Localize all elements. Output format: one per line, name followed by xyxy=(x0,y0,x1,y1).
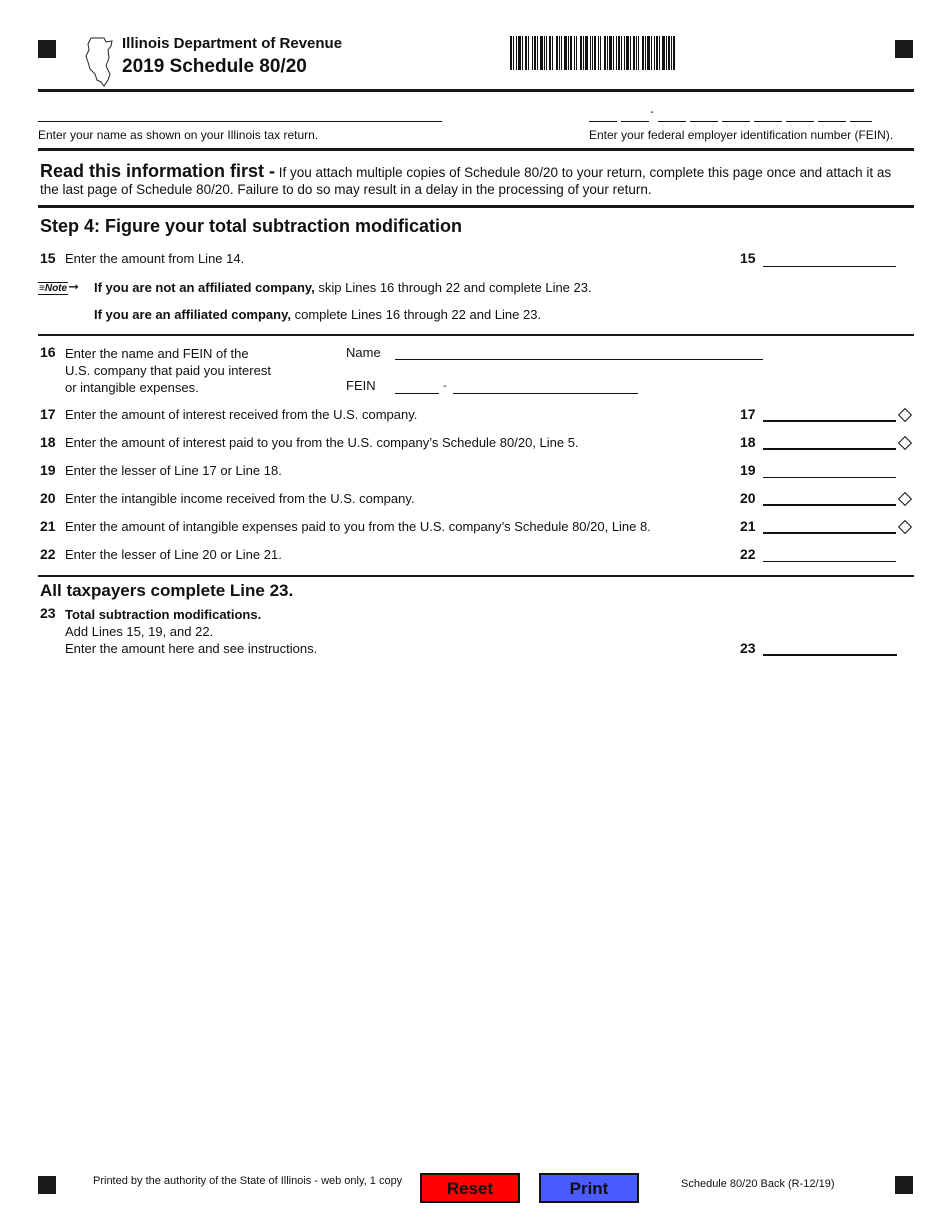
line-20-text: Enter the intangible income received from the U.S. company. xyxy=(65,491,415,506)
line-16-text: Enter the name and FEIN of the U.S. company that paid you interest or intangible expenses. xyxy=(65,346,271,395)
line-21-text: Enter the amount of intangible expenses paid to you from the U.S. company’s Schedule 80/20, Line 8. xyxy=(65,519,651,534)
illinois-outline-icon xyxy=(82,36,118,88)
line-15-box-number: 15 xyxy=(740,250,756,266)
line-23-amount-field[interactable] xyxy=(763,654,897,656)
corner-mark-top-right xyxy=(895,40,913,58)
corner-mark-bottom-left xyxy=(38,1176,56,1194)
notice-rule xyxy=(38,205,914,208)
line-17-text: Enter the amount of interest received from the U.S. company. xyxy=(65,407,418,422)
line-16-name-field[interactable] xyxy=(395,359,763,360)
line-15-text: Enter the amount from Line 14. xyxy=(65,251,245,266)
line-15-number: 15 xyxy=(40,250,56,266)
all-taxpayers-title: All taxpayers complete Line 23. xyxy=(40,581,294,600)
taxpayer-name-label: Enter your name as shown on your Illinois tax return. xyxy=(38,128,319,142)
note-icon: ≡Note➞ xyxy=(39,279,79,294)
step4-title: Step 4: Figure your total subtraction modification xyxy=(40,216,463,236)
line-19-amount-field[interactable] xyxy=(763,477,896,478)
line-23-number: 23 xyxy=(40,605,56,621)
reset-button[interactable]: Reset xyxy=(420,1173,520,1203)
notice-lead: Read this information first - xyxy=(40,161,276,181)
line-16-fein-dash: - xyxy=(443,380,447,392)
note-rule xyxy=(38,334,914,336)
corner-mark-top-left xyxy=(38,40,56,58)
step4-end-rule xyxy=(38,575,914,577)
line-19-box-number: 19 xyxy=(740,462,756,478)
line-18-diamond-icon xyxy=(898,436,912,450)
note-paragraph-1: If you are not an affiliated company, skip Lines 16 through 22 and complete Line 23. xyxy=(94,280,592,295)
agency-name: Illinois Department of Revenue xyxy=(122,35,343,52)
corner-mark-bottom-right xyxy=(895,1176,913,1194)
line-16-fein-label: FEIN xyxy=(346,378,376,393)
line-20-amount-field[interactable] xyxy=(763,504,896,506)
line-19-number: 19 xyxy=(40,462,56,478)
line-15-amount-field[interactable] xyxy=(763,266,896,267)
line-20-number: 20 xyxy=(40,490,56,506)
barcode xyxy=(510,36,705,70)
taxpayer-name-field[interactable] xyxy=(38,121,442,122)
printed-by-authority: Printed by the authority of the State of Illinois - web only, 1 copy xyxy=(93,1175,403,1187)
line-17-box-number: 17 xyxy=(740,406,756,422)
line-22-box-number: 22 xyxy=(740,546,756,562)
line-18-number: 18 xyxy=(40,434,56,450)
notice-paragraph xyxy=(40,163,910,198)
line-23-box-number: 23 xyxy=(740,640,756,656)
note-paragraph-2: If you are an affiliated company, complete Lines 16 through 22 and Line 23. xyxy=(94,307,542,322)
line-16-name-label: Name xyxy=(346,345,381,360)
line-21-number: 21 xyxy=(40,518,56,534)
line-18-amount-field[interactable] xyxy=(763,448,896,450)
line-22-number: 22 xyxy=(40,546,56,562)
line-21-box-number: 21 xyxy=(740,518,756,534)
line-17-number: 17 xyxy=(40,406,56,422)
notice-body: If you attach multiple copies of Schedule 80/20 to your return, complete this page once and attach it as the last page of Schedule 80/20. Failure to do so may result in a delay in the processing of your return. xyxy=(40,165,892,197)
line-17-amount-field[interactable] xyxy=(763,420,896,422)
print-button[interactable]: Print xyxy=(539,1173,639,1203)
line-19-text: Enter the lesser of Line 17 or Line 18. xyxy=(65,463,282,478)
form-title: 2019 Schedule 80/20 xyxy=(122,56,307,77)
line-22-text: Enter the lesser of Line 20 or Line 21. xyxy=(65,547,282,562)
taxpayer-fein-label: Enter your federal employer identification number (FEIN). xyxy=(589,128,894,142)
line-22-amount-field[interactable] xyxy=(763,561,896,562)
form-identifier: Schedule 80/20 Back (R-12/19) xyxy=(681,1178,835,1190)
taxpayer-rule xyxy=(38,148,914,151)
line-18-text: Enter the amount of interest paid to you from the U.S. company’s Schedule 80/20, Line 5. xyxy=(65,435,579,450)
line-21-amount-field[interactable] xyxy=(763,532,896,534)
line-20-diamond-icon xyxy=(898,492,912,506)
line-23-text: Total subtraction modifications. Add Lines 15, 19, and 22. Enter the amount here and see instructions. xyxy=(65,607,318,656)
header-rule xyxy=(38,89,914,92)
line-16-number: 16 xyxy=(40,344,56,360)
note-icon-label: Note xyxy=(44,283,68,294)
line-20-box-number: 20 xyxy=(740,490,756,506)
line-21-diamond-icon xyxy=(898,520,912,534)
fein-dash: - xyxy=(650,106,654,118)
line-18-box-number: 18 xyxy=(740,434,756,450)
line-17-diamond-icon xyxy=(898,408,912,422)
